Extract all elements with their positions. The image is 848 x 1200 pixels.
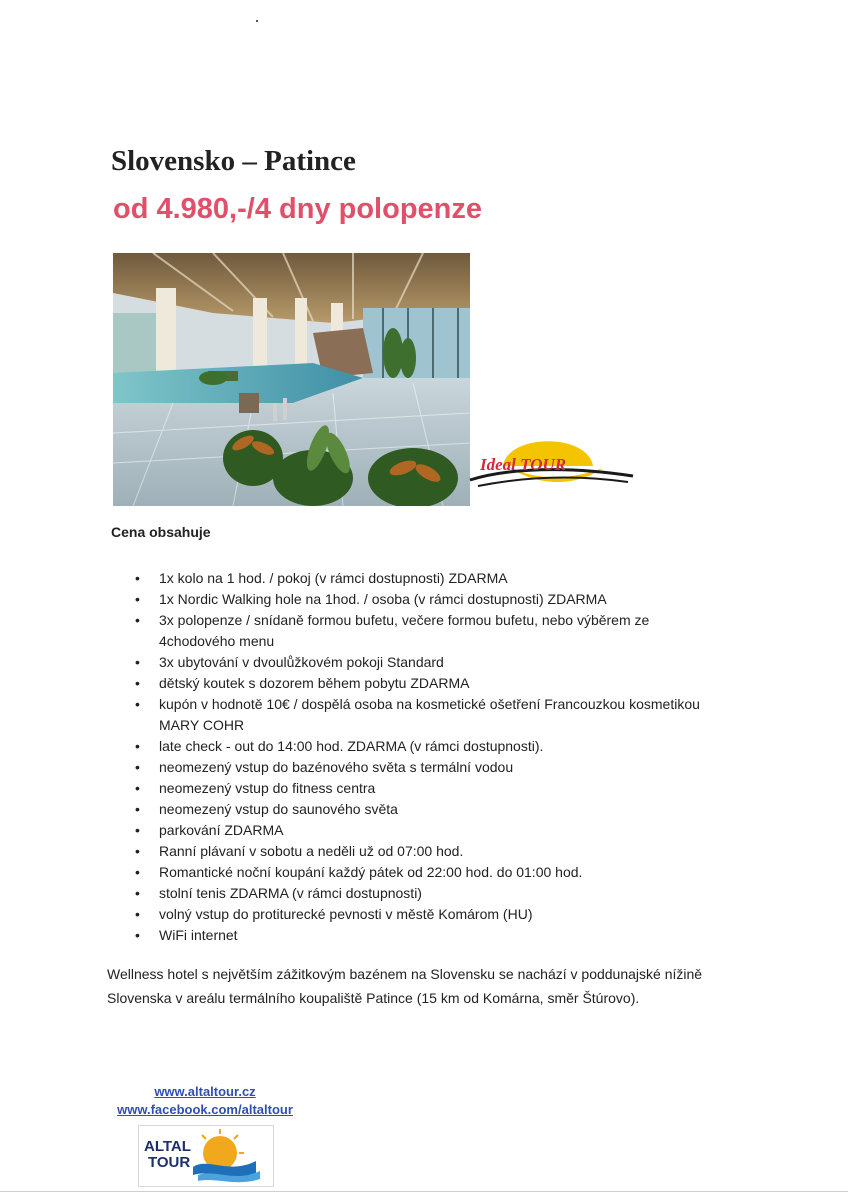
list-item: • 1x Nordic Walking hole na 1hod. / osoba (v rámci dostupnosti) ZDARMA <box>135 589 715 610</box>
bullet-icon: • <box>135 738 140 754</box>
list-item: • dětský koutek s dozorem během pobytu ZDARMA <box>135 673 715 694</box>
bullet-icon: • <box>135 591 140 607</box>
list-item: • 3x polopenze / snídaně formou bufetu, večere formou bufetu, nebo výběrem ze 4chodového menu <box>135 612 650 649</box>
bullet-icon: • <box>135 570 140 586</box>
list-item: • late check - out do 14:00 hod. ZDARMA (v rámci dostupnosti). <box>135 736 715 757</box>
scan-speck <box>256 20 258 22</box>
list-item: • 3x ubytování v dvoulůžkovém pokoji Standard <box>135 652 715 673</box>
scan-edge-divider <box>0 1191 848 1192</box>
hotel-description: Wellness hotel s největším zážitkovým bazénem na Slovensku se nachází v poddunajské nížině Slovenska v areálu termálního koupaliště Patince (15 km od Komárna, směr Štúrovo). <box>107 966 703 1006</box>
bullet-icon: • <box>135 927 140 943</box>
list-item: • kupón v hodnotě 10€ / dospělá osoba na kosmetické ošetření Francouzkou kosmetikou MARY COHR <box>135 696 700 733</box>
bullet-icon: • <box>135 759 140 775</box>
list-item: • Ranní plávaní v sobotu a neděli už od 07:00 hod. <box>135 841 715 862</box>
altal-logo-line2: TOUR <box>148 1154 191 1171</box>
list-item: • Romantické noční koupání každý pátek od 22:00 hod. do 01:00 hod. <box>135 862 715 883</box>
bullet-icon: • <box>135 801 140 817</box>
bullet-icon: • <box>135 906 140 922</box>
list-item: • parkování ZDARMA <box>135 820 715 841</box>
bullet-icon: • <box>135 675 140 691</box>
footer-links <box>95 1083 315 1119</box>
bullet-icon: • <box>135 696 140 712</box>
bullet-icon: • <box>135 780 140 796</box>
includes-list <box>135 568 715 946</box>
list-item: • neomezený vstup do bazénového světa s termální vodou <box>135 757 715 778</box>
list-item: • WiFi internet <box>135 925 715 946</box>
list-item: • stolní tenis ZDARMA (v rámci dostupnosti) <box>135 883 715 904</box>
altal-tour-logo <box>138 1125 274 1187</box>
list-item: • neomezený vstup do fitness centra <box>135 778 715 799</box>
facebook-link[interactable]: www.facebook.com/altaltour <box>117 1102 293 1117</box>
bullet-icon: • <box>135 612 140 628</box>
bullet-icon: • <box>135 843 140 859</box>
hotel-pool-photo <box>113 253 470 506</box>
price-headline: od 4.980,-/4 dny polopenze <box>113 193 483 225</box>
bullet-icon: • <box>135 864 140 880</box>
bullet-icon: • <box>135 885 140 901</box>
altal-logo-line1: ALTAL <box>144 1138 191 1155</box>
includes-heading: Cena obsahuje <box>111 524 211 540</box>
list-item: • volný vstup do protiturecké pevnosti v městě Komárom (HU) <box>135 904 715 925</box>
page-title: Slovensko – Patince <box>111 145 356 177</box>
bullet-icon: • <box>135 822 140 838</box>
bullet-icon: • <box>135 654 140 670</box>
ideal-logo-text: Ideal TOUR <box>480 455 567 474</box>
ideal-tour-logo <box>468 438 636 500</box>
list-item: • neomezený vstup do saunového světa <box>135 799 715 820</box>
website-link[interactable]: www.altaltour.cz <box>154 1084 256 1099</box>
list-item: • 1x kolo na 1 hod. / pokoj (v rámci dostupnosti) ZDARMA <box>135 568 715 589</box>
